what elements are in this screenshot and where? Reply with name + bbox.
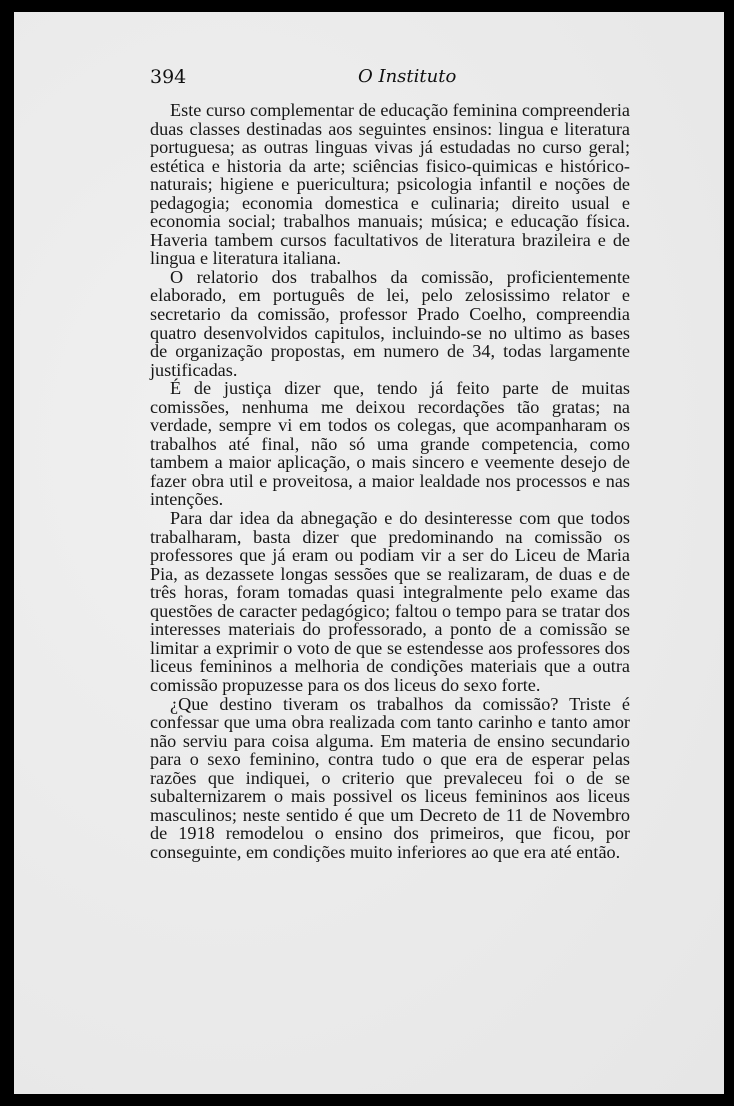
body-text — [150, 101, 630, 861]
paragraph-curso-complementar: Este curso complementar de educação feminina compreenderia duas classes destinadas aos seguintes ensinos: lingua e literatura portuguesa; as outras linguas vivas já estudadas no curso geral; estética e historia da arte; sciências fisico-quimicas e histórico-naturais; higiene e puericultura; psicologia infantil e noções de pedagogia; economia domestica e culinaria; direito usual e economia social; trabalhos manuais; música; e educação física. Haveria tambem cursos facultativos de literatura brazileira e de lingua e literatura italiana. — [150, 100, 630, 269]
page-number: 394 — [150, 66, 187, 88]
paragraph-justica: É de justiça dizer que, tendo já feito parte de muitas comissões, nenhuma me deixou recordações tão gratas; na verdade, sempre vi em todos os colegas, que acompanharam os trabalhos até final, não só uma grande competencia, como tambem a maior aplicação, o mais sincero e veemente desejo de fazer obra util e proveitosa, a maior lealdade nos processos e nas intenções. — [150, 378, 630, 510]
running-title: O Instituto — [358, 66, 457, 87]
page-header — [150, 66, 608, 90]
paragraph-abnegacao: Para dar idea da abnegação e do desinteresse com que todos trabalharam, basta dizer que predominando na comissão os professores que já eram ou podiam vir a ser do Liceu de Maria Pia, as dezassete longas sessões que se realizaram, de duas e de três horas, foram tomadas quasi integralmente pelo exame das questões de caracter pedagógico; faltou o tempo para se tratar dos interesses materiais do professorado, a ponto de a comissão se limitar a exprimir o voto de que se estendesse aos professores dos liceus femininos a melhoria de condições materiais que a outra comissão propuzesse para os dos liceus do sexo forte. — [150, 508, 630, 695]
paragraph-destino: ¿Que destino tiveram os trabalhos da comissão? Triste é confessar que uma obra realizada com tanto carinho e tanto amor não serviu para coisa alguma. Em materia de ensino secundario para o sexo feminino, contra tudo o que era de esperar pelas razões que indiquei, o criterio que prevaleceu foi o de se subalternizarem o mais possivel os liceus femininos aos liceus masculinos; neste sentido é que um Decreto de 11 de Novembro de 1918 remodelou o ensino dos primeiros, que ficou, por conseguinte, em condições muito inferiores ao que era até então. — [150, 693, 630, 862]
paragraph-relatorio: O relatorio dos trabalhos da comissão, proficientemente elaborado, em português de lei, pelo zelosissimo relator e secretario da comissão, professor Prado Coelho, compreendia quatro desenvolvidos capitulos, incluindo-se no ultimo as bases de organização propostas, em numero de 34, todas largamente justificadas. — [150, 266, 630, 380]
